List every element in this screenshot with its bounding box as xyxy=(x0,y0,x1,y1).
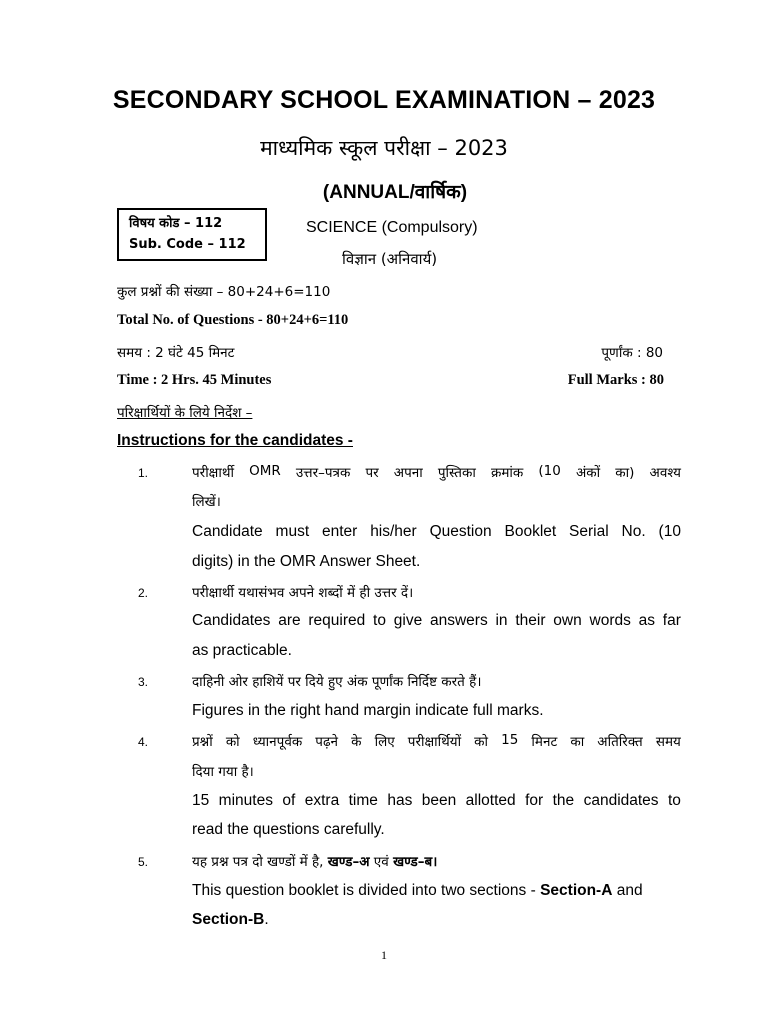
instruction-5-hindi: यह प्रश्न पत्र दो खण्डों में है, खण्ड–अ एवं खण्ड–ब। xyxy=(192,854,438,870)
subject-code-box xyxy=(117,208,267,261)
instruction-4-english-cont: read the questions carefully. xyxy=(192,821,385,838)
subject-code-english: Sub. Code – 112 xyxy=(129,237,246,252)
exam-type: (ANNUAL/वार्षिक) xyxy=(322,182,468,203)
instruction-1-hindi-cont: लिखें। xyxy=(192,494,221,510)
instruction-5-english-cont: Section-B. xyxy=(192,911,269,928)
subject-code-hindi: विषय कोड – 112 xyxy=(129,216,223,231)
instruction-2-hindi: परीक्षार्थी यथासंभव अपने शब्दों में ही उत्तर दें। xyxy=(192,585,414,601)
full-marks-hindi: पूर्णांक : 80 xyxy=(601,345,663,361)
total-questions-hindi: कुल प्रश्नों की संख्या – 80+24+6=110 xyxy=(117,284,331,300)
total-questions-english: Total No. of Questions - 80+24+6=110 xyxy=(117,312,349,328)
instruction-3-hindi: दाहिनी ओर हाशियें पर दिये हुए अंक पूर्णांक निर्दिष्ट करते हैं। xyxy=(192,674,482,690)
instruction-number: 4. xyxy=(138,735,149,749)
instruction-4-hindi-cont: दिया गया है। xyxy=(192,764,254,780)
instruction-4-english: 15 minutes of extra time has been allotted for the candidates to xyxy=(192,792,681,809)
page-number: 1 xyxy=(381,948,387,962)
exam-title: SECONDARY SCHOOL EXAMINATION – 2023 xyxy=(112,86,656,114)
time-english: Time : 2 Hrs. 45 Minutes xyxy=(117,372,272,388)
instruction-2-english-cont: as practicable. xyxy=(192,642,292,659)
instructions-heading-hindi: परिक्षार्थियों के लिये निर्देश – xyxy=(117,405,253,421)
subject-name-hindi: विज्ञान (अनिवार्य) xyxy=(342,250,438,268)
subject-name: SCIENCE (Compulsory) xyxy=(306,219,478,236)
instruction-1-english-cont: digits) in the OMR Answer Sheet. xyxy=(192,553,421,570)
instruction-number: 2. xyxy=(138,586,149,600)
instructions-heading-english: Instructions for the candidates - xyxy=(117,432,353,449)
instruction-number: 3. xyxy=(138,675,149,689)
instruction-4-hindi: प्रश्नों को ध्यानपूर्वक पढ़ने के लिए परीक्षार्थियों को 15 मिनट का अतिरिक्त समय xyxy=(192,732,681,750)
time-hindi: समय : 2 घंटे 45 मिनट xyxy=(117,345,235,361)
full-marks-english: Full Marks : 80 xyxy=(567,372,664,388)
instruction-3-english: Figures in the right hand margin indicate full marks. xyxy=(192,702,544,719)
instruction-number: 1. xyxy=(138,466,149,480)
instruction-2-english: Candidates are required to give answers in their own words as far xyxy=(192,612,681,629)
instruction-1-english: Candidate must enter his/her Question Booklet Serial No. (10 xyxy=(192,523,681,540)
exam-title-hindi: माध्यमिक स्कूल परीक्षा – 2023 xyxy=(260,136,508,160)
instruction-1-hindi: परीक्षार्थी OMR उत्तर–पत्रक पर अपना पुस्तिका क्रमांक (10 अंकों का) अवश्य xyxy=(192,463,681,481)
instruction-5-english: This question booklet is divided into two sections - Section-A and xyxy=(192,882,643,899)
instruction-number: 5. xyxy=(138,855,149,869)
